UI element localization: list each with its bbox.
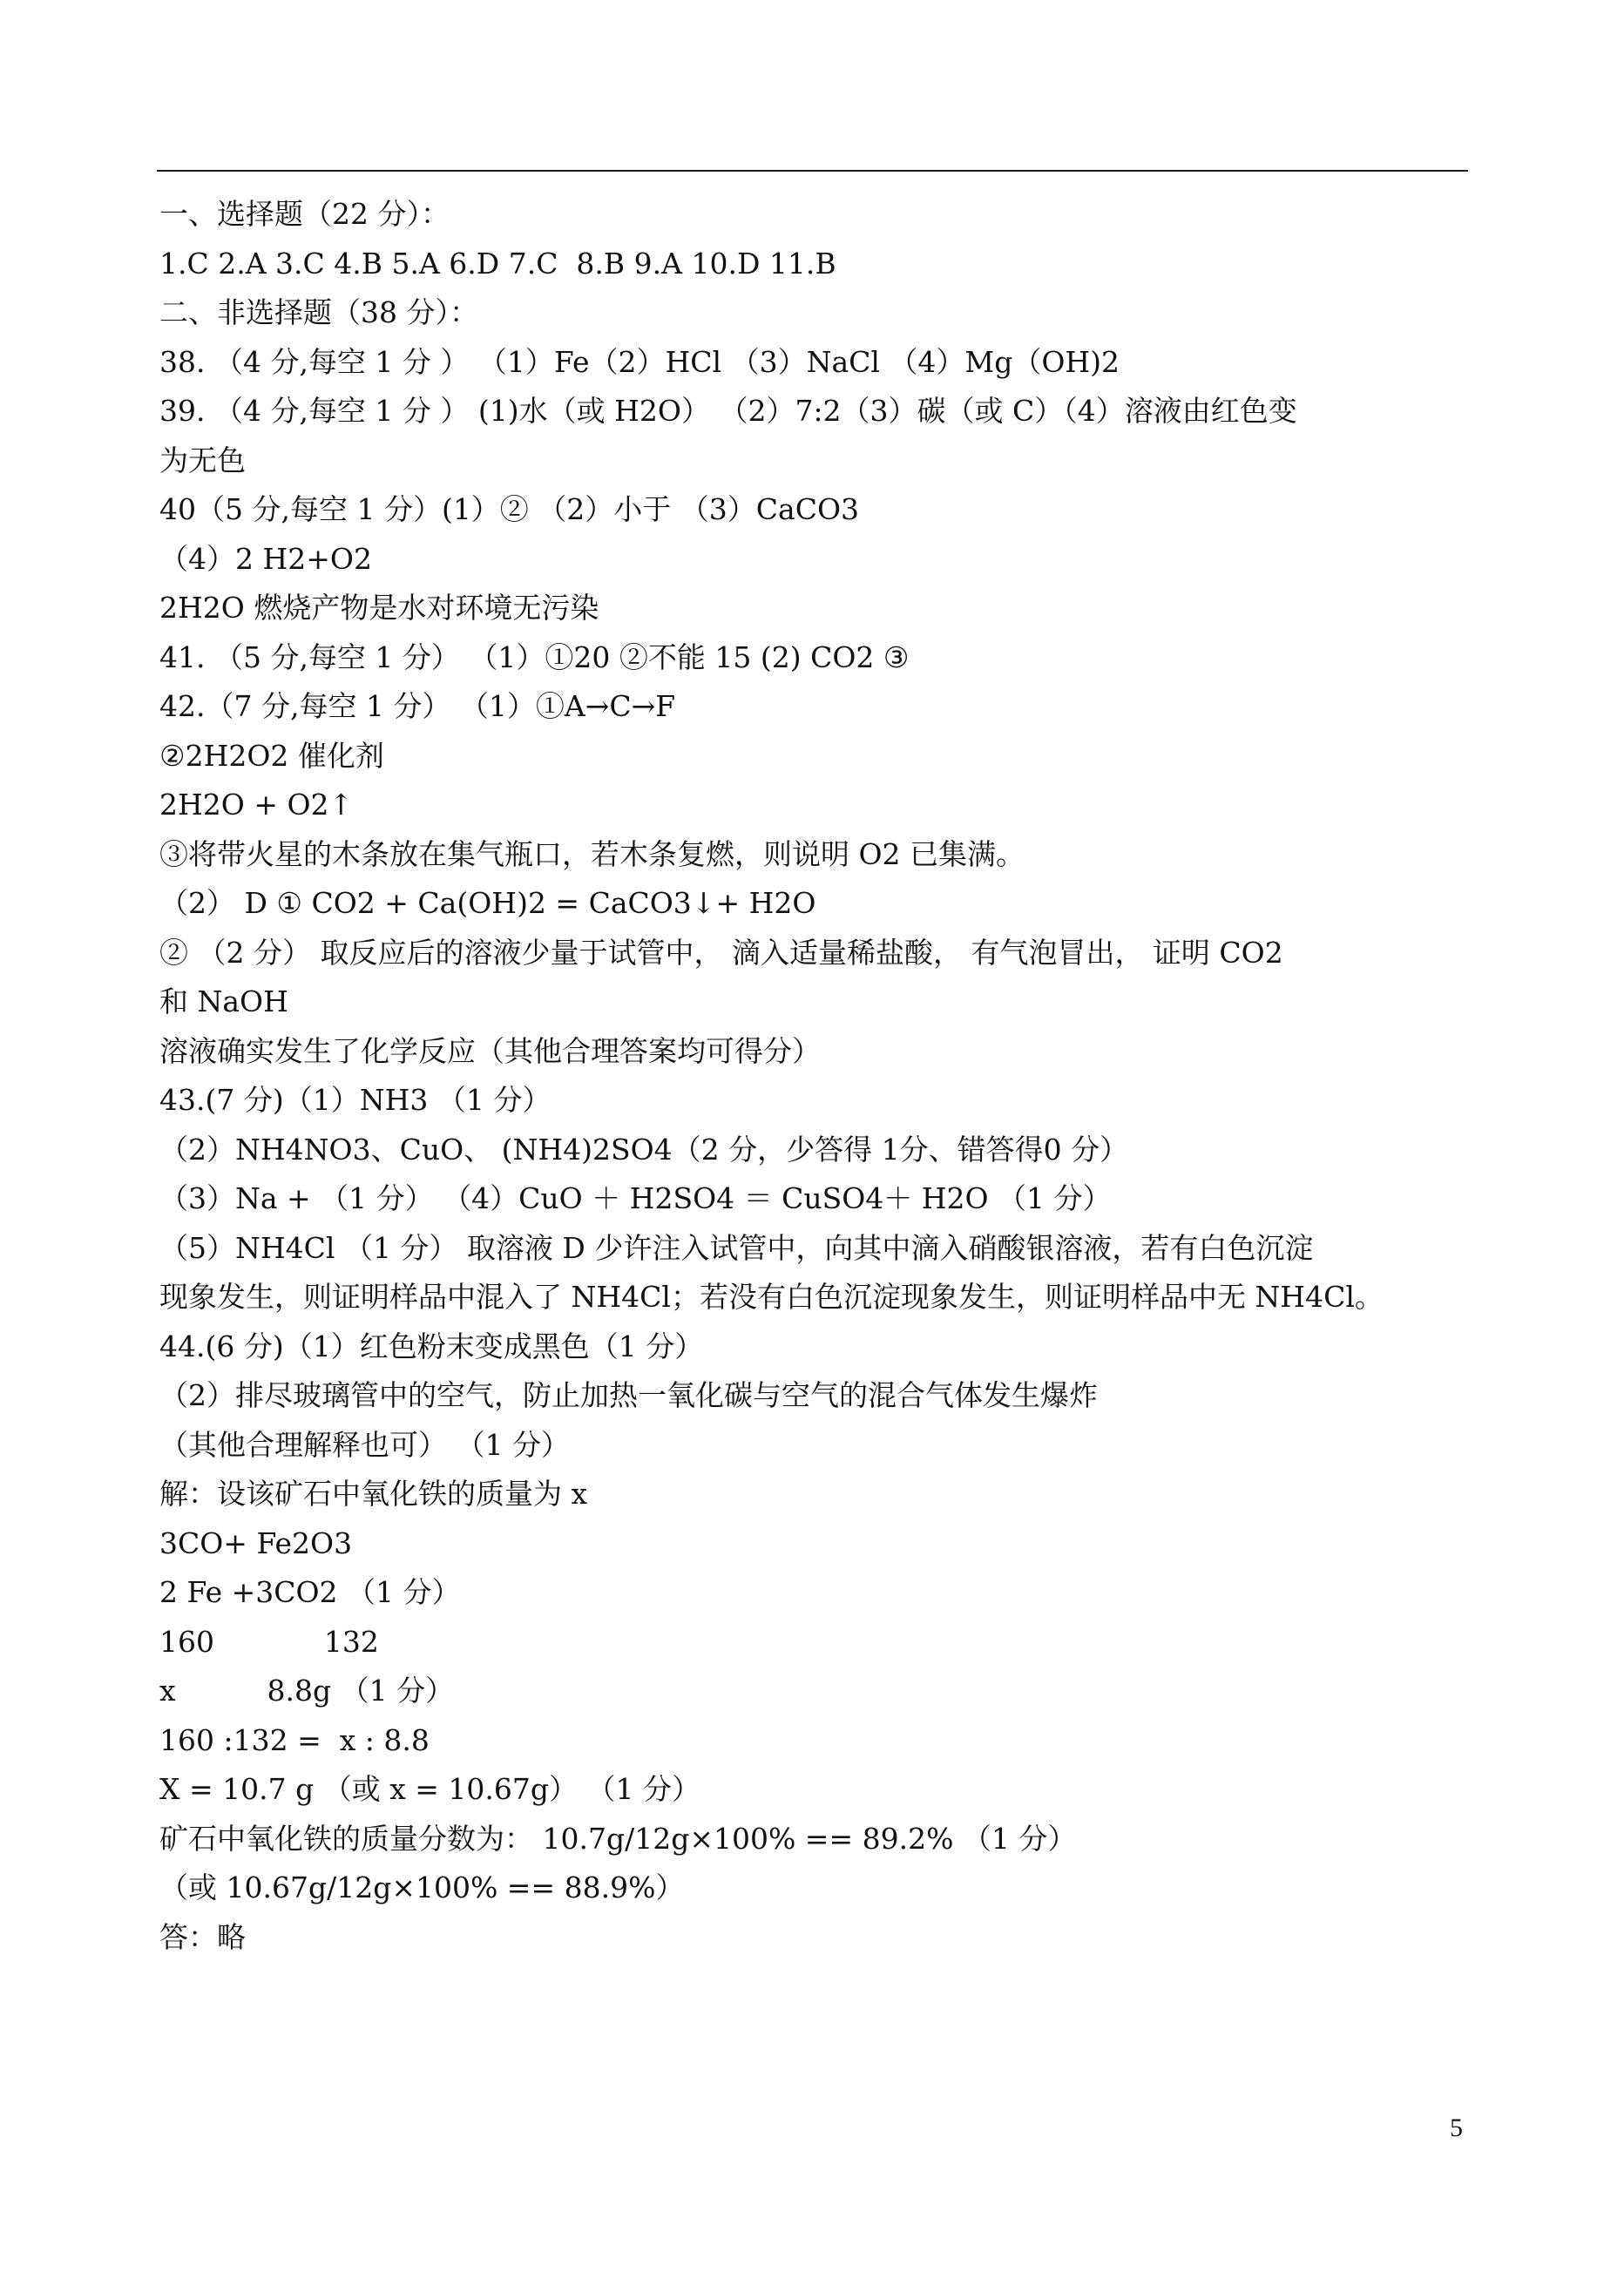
- text-line: （或 10.67g/12g×100% == 88.9%）: [159, 1870, 685, 1904]
- answer-key-body: [159, 190, 1466, 1962]
- text-line: 43.(7 分)（1）NH3 （1 分）: [159, 1083, 551, 1117]
- text-line: 现象发生，则证明样品中混入了 NH4Cl；若没有白色沉淀现象发生，则证明样品中无 NH4Cl。: [159, 1280, 1384, 1314]
- text-line: 一、选择题（22 分）：: [159, 197, 450, 231]
- text-line: 40（5 分,每空 1 分）(1）② （2）小于 （3）CaCO3: [159, 492, 860, 526]
- text-line: 答：略: [159, 1919, 246, 1954]
- text-line: 39. （4 分,每空 1 分 ） (1)水（或 H2O） （2）7:2（3）碳（或 C）（4）溶液由红色变: [159, 394, 1297, 428]
- text-line: 2 Fe +3CO2 （1 分）: [159, 1575, 461, 1609]
- text-line: 44.(6 分)（1）红色粉末变成黑色（1 分）: [159, 1329, 704, 1363]
- text-line: （2）排尽玻璃管中的空气，防止加热一氧化碳与空气的混合气体发生爆炸: [159, 1378, 1098, 1412]
- text-line: （2） D ① CO2 + Ca(OH)2 = CaCO3↓+ H2O: [159, 886, 816, 920]
- text-line: 溶液确实发生了化学反应（其他合理答案均可得分）: [159, 1033, 821, 1068]
- text-line: 二、非选择题（38 分）：: [159, 295, 478, 329]
- text-line: 矿石中氧化铁的质量分数为： 10.7g/12g×100% == 89.2% （1 分）: [159, 1821, 1077, 1856]
- text-line: 2H2O 燃烧产物是水对环境无污染: [159, 591, 599, 625]
- text-line: （2）NH4NO3、CuO、 (NH4)2SO4（2 分，少答得 1分、错答得0 分）: [159, 1132, 1129, 1167]
- text-line: ③将带火星的木条放在集气瓶口，若木条复燃，则说明 O2 已集满。: [159, 836, 1025, 871]
- text-line: X = 10.7 g （或 x = 10.67g） （1 分）: [159, 1772, 701, 1806]
- text-line: ② （2 分） 取反应后的溶液少量于试管中， 滴入适量稀盐酸， 有气泡冒出， 证明 CO2: [159, 935, 1283, 970]
- text-line: 1.C 2.A 3.C 4.B 5.A 6.D 7.C 8.B 9.A 10.D 11.B: [159, 246, 836, 281]
- text-line: 160 132: [159, 1624, 379, 1659]
- page-number: 5: [1450, 2114, 1463, 2142]
- text-line: 42.（7 分,每空 1 分） （1）①A→C→F: [159, 689, 676, 723]
- text-line: 41. （5 分,每空 1 分） （1）①20 ②不能 15 (2) CO2 ③: [159, 639, 910, 674]
- text-line: （5）NH4Cl （1 分） 取溶液 D 少许注入试管中，向其中滴入硝酸银溶液，若有白色沉淀: [159, 1230, 1314, 1265]
- text-line: x 8.8g （1 分）: [159, 1674, 455, 1708]
- text-line: 2H2O + O2↑: [159, 788, 354, 822]
- text-line: （其他合理解释也可） （1 分）: [159, 1427, 570, 1462]
- text-line: 3CO+ Fe2O3: [159, 1525, 353, 1560]
- text-line: 38. （4 分,每空 1 分 ） （1）Fe（2）HCl （3）NaCl （4）Mg（OH)2: [159, 344, 1120, 379]
- text-line: 和 NaOH: [159, 984, 288, 1018]
- text-line: ②2H2O2 催化剂: [159, 738, 384, 773]
- text-line: 160 :132 = x : 8.8: [159, 1722, 430, 1757]
- text-line: 解：设该矿石中氧化铁的质量为 x: [159, 1477, 588, 1511]
- text-line: （3）Na + （1 分） （4）CuO ＋ H2SO4 ＝ CuSO4＋ H2O （1 分）: [159, 1181, 1112, 1215]
- text-line: 为无色: [159, 443, 246, 477]
- top-rule: [157, 170, 1468, 172]
- text-line: （4）2 H2+O2: [159, 541, 372, 576]
